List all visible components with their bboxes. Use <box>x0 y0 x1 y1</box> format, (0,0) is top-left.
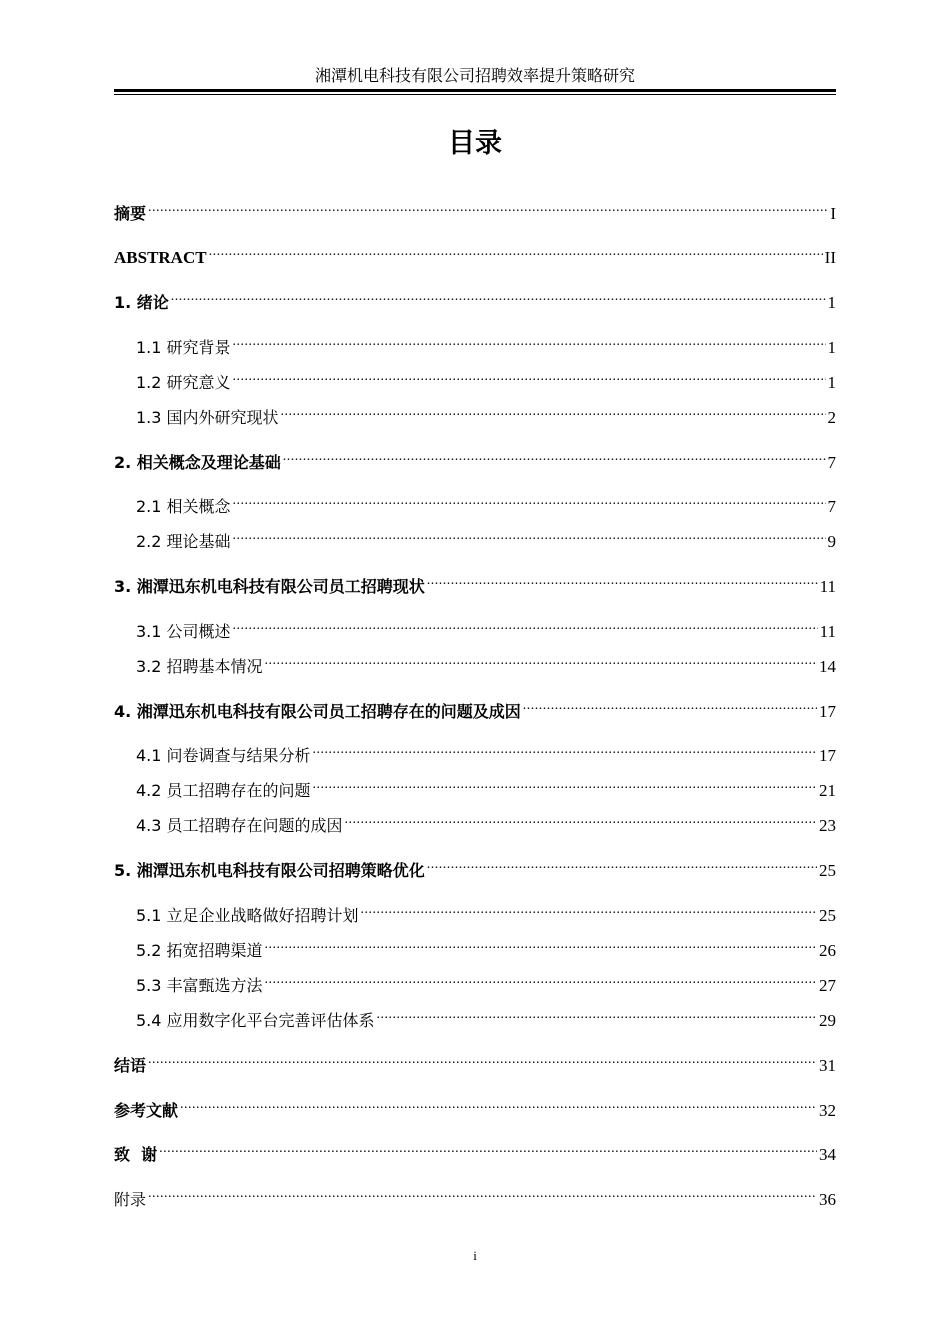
toc-entry-label: 5.2 拓宽招聘渠道 <box>136 941 263 960</box>
toc-entry-label: 致 谢 <box>114 1145 158 1164</box>
toc-entry-label: 附录 <box>114 1190 147 1209</box>
toc-entry-label: 3.1 公司概述 <box>136 622 231 641</box>
toc-entry-label: 5.4 应用数字化平台完善评估体系 <box>136 1011 375 1030</box>
toc-entry-label: 1. 绪论 <box>114 293 169 312</box>
toc-entry-label: 1.2 研究意义 <box>136 373 231 392</box>
toc-entry-page: 11 <box>819 622 836 641</box>
toc-entry-label: 1.3 国内外研究现状 <box>136 408 279 427</box>
toc-entry-label: 参考文献 <box>114 1101 179 1120</box>
toc-entry-abstract-cn[interactable] <box>114 193 836 223</box>
toc-leader-dots <box>313 735 817 761</box>
toc-entry-label: 3. 湘潭迅东机电科技有限公司员工招聘现状 <box>114 577 425 596</box>
header-rule-thin <box>114 94 836 95</box>
toc-entry-label: 4.3 员工招聘存在问题的成因 <box>136 816 343 835</box>
toc-entry-section-5-1[interactable] <box>136 895 836 925</box>
toc-entry-label: 1.1 研究背景 <box>136 338 231 357</box>
toc-entry-page: 7 <box>827 497 836 516</box>
toc-leader-dots <box>523 691 817 717</box>
toc-entry-page: 21 <box>819 781 836 800</box>
toc-entry-page: 9 <box>827 532 836 551</box>
toc-leader-dots <box>148 1045 817 1071</box>
toc-entry-label: 4.2 员工招聘存在的问题 <box>136 781 311 800</box>
toc-leader-dots <box>233 327 826 353</box>
toc-entry-page: 14 <box>819 657 836 676</box>
toc-leader-dots <box>377 1000 817 1026</box>
toc-entry-page: 2 <box>827 408 836 427</box>
toc-entry-page: 23 <box>819 816 836 835</box>
toc-entry-page: 32 <box>819 1101 836 1120</box>
toc-entry-page: 17 <box>819 746 836 765</box>
toc-entry-section-4-1[interactable] <box>136 735 836 765</box>
toc-entry-section-1-1[interactable] <box>136 327 836 357</box>
toc-entry-page: 7 <box>827 453 836 472</box>
toc-entry-chapter-2[interactable] <box>114 442 836 472</box>
toc-leader-dots <box>171 282 826 308</box>
toc-leader-dots <box>427 850 817 876</box>
toc-leader-dots <box>265 965 817 991</box>
toc-entry-page: 17 <box>819 702 836 721</box>
toc-entry-label: 2. 相关概念及理论基础 <box>114 453 281 472</box>
toc-entry-label: 2.2 理论基础 <box>136 532 231 551</box>
toc-entry-page: 29 <box>819 1011 836 1030</box>
toc-entry-label: 2.1 相关概念 <box>136 497 231 516</box>
toc-leader-dots <box>427 566 818 592</box>
toc-entry-section-2-2[interactable] <box>136 521 836 551</box>
toc-entry-label: 5.1 立足企业战略做好招聘计划 <box>136 906 359 925</box>
toc-leader-dots <box>281 397 826 423</box>
toc-entry-page: 25 <box>819 861 836 880</box>
toc-entry-label: 4.1 问卷调查与结果分析 <box>136 746 311 765</box>
toc-entry-page: 36 <box>819 1190 836 1209</box>
toc-entry-page: 11 <box>819 577 836 596</box>
toc-leader-dots <box>345 805 817 831</box>
toc-leader-dots <box>265 646 817 672</box>
toc-entry-section-5-3[interactable] <box>136 965 836 995</box>
header-rule-thick <box>114 89 836 92</box>
toc-entry-label: 5.3 丰富甄选方法 <box>136 976 263 995</box>
toc-entry-section-5-2[interactable] <box>136 930 836 960</box>
toc-entry-chapter-4[interactable] <box>114 691 836 721</box>
toc-entry-conclusion[interactable] <box>114 1045 836 1075</box>
toc-entry-page: 1 <box>827 373 836 392</box>
toc-entry-section-3-2[interactable] <box>136 646 836 676</box>
toc-entry-label: 4. 湘潭迅东机电科技有限公司员工招聘存在的问题及成因 <box>114 702 521 721</box>
toc-leader-dots <box>233 611 818 637</box>
toc-entry-section-4-3[interactable] <box>136 805 836 835</box>
toc-entry-chapter-3[interactable] <box>114 566 836 596</box>
toc-entry-section-5-4[interactable] <box>136 1000 836 1030</box>
toc-entry-section-4-2[interactable] <box>136 770 836 800</box>
toc-entry-section-2-1[interactable] <box>136 486 836 516</box>
running-header: 湘潭机电科技有限公司招聘效率提升策略研究 <box>314 68 635 85</box>
toc-leader-dots <box>148 1179 817 1205</box>
toc-entry-chapter-5[interactable] <box>114 850 836 880</box>
toc-entry-label: 结语 <box>114 1056 147 1075</box>
toc-entry-label: 5. 湘潭迅东机电科技有限公司招聘策略优化 <box>114 861 425 880</box>
page-number-footer: i <box>473 1248 477 1263</box>
toc-entry-page: II <box>824 248 836 267</box>
toc-entry-appendix[interactable] <box>114 1179 836 1209</box>
toc-entry-section-3-1[interactable] <box>136 611 836 641</box>
toc-leader-dots <box>233 486 826 512</box>
toc-entry-label: 3.2 招聘基本情况 <box>136 657 263 676</box>
toc-entry-section-1-2[interactable] <box>136 362 836 392</box>
toc-leader-dots <box>233 521 826 547</box>
page-title: 目录 <box>448 128 502 159</box>
toc-leader-dots <box>148 193 828 219</box>
toc-entry-page: 31 <box>819 1056 836 1075</box>
toc-leader-dots <box>180 1090 817 1116</box>
toc-entry-acknowledgements[interactable] <box>114 1134 836 1164</box>
toc-leader-dots <box>209 237 823 263</box>
toc-leader-dots <box>313 770 817 796</box>
toc-entry-label: 摘要 <box>114 204 147 223</box>
toc-entry-references[interactable] <box>114 1090 836 1120</box>
toc-entry-page: 27 <box>819 976 836 995</box>
toc-entry-page: 1 <box>827 293 836 312</box>
toc-entry-page: 26 <box>819 941 836 960</box>
toc-entry-section-1-3[interactable] <box>136 397 836 427</box>
toc-leader-dots <box>265 930 817 956</box>
toc-entry-page: 34 <box>819 1145 836 1164</box>
toc-entry-page: 1 <box>827 338 836 357</box>
toc-leader-dots <box>361 895 817 921</box>
toc-entry-abstract-en[interactable] <box>114 237 836 267</box>
toc-leader-dots <box>283 442 826 468</box>
toc-entry-chapter-1[interactable] <box>114 282 836 312</box>
toc-leader-dots <box>159 1134 817 1160</box>
toc-entry-label: ABSTRACT <box>114 248 207 267</box>
toc-entry-page: I <box>830 204 836 223</box>
toc-leader-dots <box>233 362 826 388</box>
toc-entry-page: 25 <box>819 906 836 925</box>
